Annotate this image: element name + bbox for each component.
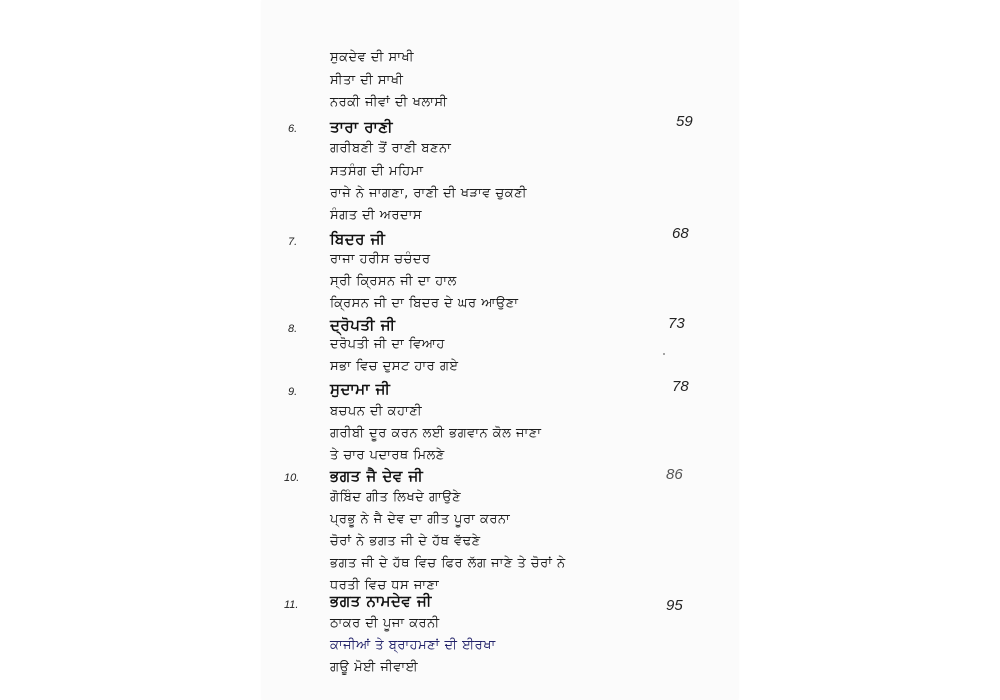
toc-subentry: ਧਰਤੀ ਵਿਚ ਧਸ ਜਾਣਾ (330, 578, 440, 593)
chapter-number: 8. (288, 323, 298, 335)
toc-subentry: ਸੀਤਾ ਦੀ ਸਾਖੀ (330, 73, 404, 88)
toc-subentry: ਭਗਤ ਜੀ ਦੇ ਹੱਥ ਵਿਚ ਫਿਰ ਲੱਗ ਜਾਣੇ ਤੇ ਚੋਰਾਂ ਨੇ (330, 556, 566, 571)
chapter-page-number: 59 (676, 113, 693, 130)
chapter-number: 10. (284, 472, 300, 484)
chapter-page-number: 73 (668, 315, 685, 332)
toc-subentry: ਰਾਜੇ ਨੇ ਜਾਗਣਾ, ਰਾਣੀ ਦੀ ਖੜਾਵ ਚੁਕਣੀ (330, 186, 528, 201)
toc-subentry: ਸਭਾ ਵਿਚ ਦੁਸਟ ਹਾਰ ਗਏ (330, 359, 459, 374)
toc-subentry: ਰਾਜਾ ਹਰੀਸ ਚਚੰਦਰ (330, 252, 431, 267)
toc-subentry: ਪ੍ਰਭੂ ਨੇ ਜੈ ਦੇਵ ਦਾ ਗੀਤ ਪੂਰਾ ਕਰਨਾ (330, 512, 511, 527)
chapter-number: 9. (288, 386, 298, 398)
toc-subentry: ਨਰਕੀ ਜੀਵਾਂ ਦੀ ਖਲਾਸੀ (330, 95, 448, 110)
chapter-page-number: 68 (672, 225, 689, 242)
toc-subentry: ਕਾਜੀਆਂ ਤੇ ਬ੍ਰਾਹਮਣਾਂ ਦੀ ਈਰਖਾ (330, 638, 496, 653)
toc-subentry: ਸਤਸੰਗ ਦੀ ਮਹਿਮਾ (330, 164, 424, 179)
page-speck (663, 353, 665, 355)
chapter-title: ਤਾਰਾ ਰਾਣੀ (330, 118, 394, 136)
toc-subentry: ਗਰੀਬਣੀ ਤੋਂ ਰਾਣੀ ਬਣਨਾ (330, 141, 452, 156)
toc-subentry: ਗਰੀਬੀ ਦੂਰ ਕਰਨ ਲਈ ਭਗਵਾਨ ਕੋਲ ਜਾਣਾ (330, 426, 542, 441)
toc-subentry: ਸੁਕਦੇਵ ਦੀ ਸਾਖੀ (330, 50, 415, 65)
chapter-number: 7. (288, 236, 298, 248)
chapter-title: ਭਗਤ ਜੈ ਦੇਵ ਜੀ (330, 467, 424, 485)
toc-subentry: ਬਚਪਨ ਦੀ ਕਹਾਣੀ (330, 404, 423, 419)
toc-subentry: ਗੋਬਿੰਦ ਗੀਤ ਲਿਖਦੇ ਗਾਉਣੇ (330, 490, 462, 505)
toc-subentry: ਚੋਰਾਂ ਨੇ ਭਗਤ ਜੀ ਦੇ ਹੱਥ ਵੱਢਣੇ (330, 534, 481, 549)
toc-subentry: ਦਰੋਪਤੀ ਜੀ ਦਾ ਵਿਆਹ (330, 337, 445, 352)
toc-subentry: ਠਾਕਰ ਦੀ ਪੂਜਾ ਕਰਨੀ (330, 616, 440, 631)
chapter-page-number: 78 (672, 378, 689, 395)
chapter-number: 6. (288, 123, 298, 135)
chapter-title: ਦ੍ਰੋਪਤੀ ਜੀ (330, 316, 396, 334)
chapter-number: 11. (284, 599, 299, 611)
toc-subentry: ਕ੍ਰਿਸਨ ਜੀ ਦਾ ਬਿਦਰ ਦੇ ਘਰ ਆਉਣਾ (330, 296, 519, 311)
toc-subentry: ਗਊ ਮੋਈ ਜੀਵਾਈ (330, 660, 419, 675)
chapter-page-number: 95 (666, 597, 683, 614)
toc-subentry: ਸੰਗਤ ਦੀ ਅਰਦਾਸ (330, 208, 423, 223)
toc-subentry: ਤੇ ਚਾਰ ਪਦਾਰਥ ਮਿਲਣੇ (330, 448, 445, 463)
chapter-title: ਬਿਦਰ ਜੀ (330, 230, 386, 248)
chapter-title: ਭਗਤ ਨਾਮਦੇਵ ਜੀ (330, 592, 432, 610)
chapter-page-number: 86 (666, 466, 683, 483)
toc-subentry: ਸ੍ਰੀ ਕ੍ਰਿਸਨ ਜੀ ਦਾ ਹਾਲ (330, 274, 457, 289)
chapter-title: ਸੁਦਾਮਾ ਜੀ (330, 380, 391, 398)
